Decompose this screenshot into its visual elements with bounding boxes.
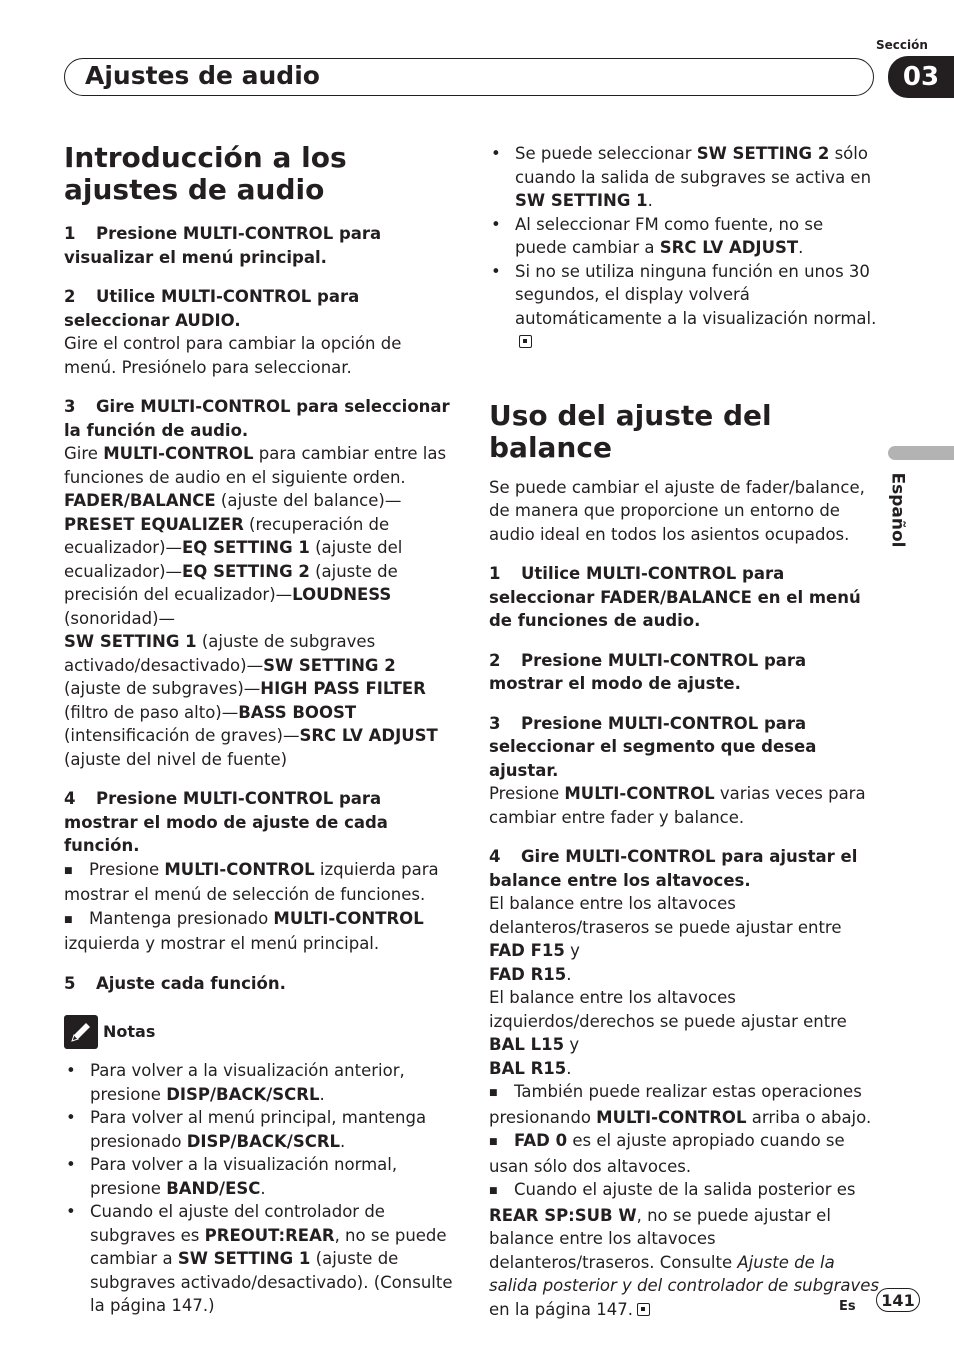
text: (ajuste de subgraves activado/desactivado)— — [64, 632, 376, 675]
language-tab — [888, 446, 954, 460]
step-number: 4 — [489, 847, 501, 866]
text-bold: SW SETTING 2 — [696, 144, 830, 163]
section-number-badge: 03 — [888, 56, 954, 98]
text-bold: PREOUT:REAR — [204, 1225, 335, 1245]
text: para cambiar entre las funciones de audio en el siguiente orden. — [64, 444, 447, 487]
text: Cuando el ajuste del controlador de subgraves es — [90, 1202, 385, 1245]
text: (sonoridad)— — [64, 608, 176, 628]
notes-title: Notas — [103, 1022, 156, 1042]
text-bold: REAR SP:SUB W — [489, 1205, 637, 1225]
step-number: 2 — [489, 650, 501, 670]
text: Presione — [489, 784, 565, 803]
square-bullet-item — [489, 1178, 879, 1321]
text: . — [647, 191, 653, 210]
step-4-body-2 — [489, 986, 879, 1080]
step-3 — [489, 712, 879, 783]
text: Mantenga presionado — [89, 908, 274, 928]
header-title: Ajustes de audio — [85, 61, 320, 90]
text: , no se puede cambiar a — [90, 1225, 447, 1268]
text-bold: EQ SETTING 1 — [182, 538, 310, 557]
text: (recuperación de ecualizador)— — [64, 514, 390, 557]
text: . — [566, 1058, 572, 1078]
text: es el ajuste apropiado cuando se usan sólo dos altavoces. — [489, 1131, 845, 1176]
text-bold: PRESET EQUALIZER — [64, 514, 244, 534]
step-number: 3 — [489, 713, 501, 733]
step-3 — [64, 395, 454, 442]
text-bold: FAD R15 — [489, 964, 567, 984]
text: (ajuste del nivel de fuente) — [64, 749, 288, 769]
text: (ajuste del balance)— — [215, 491, 402, 510]
step-3-body — [489, 782, 879, 829]
text-bold: SW SETTING 1 — [64, 632, 197, 651]
step-text: Presione MULTI-CONTROL para mostrar el modo de ajuste. — [489, 650, 807, 693]
text: , no se puede ajustar el balance entre los altavoces delanteros/traseros. Consulte — [489, 1205, 831, 1272]
text: izquierda y mostrar el menú principal. — [64, 934, 380, 953]
text: Para volver a la visualización anterior, presione — [90, 1061, 405, 1104]
text: y — [564, 941, 580, 960]
step-1 — [489, 562, 879, 633]
text-bold: LOUDNESS — [292, 585, 392, 604]
text-bold: MULTI-CONTROL — [596, 1107, 747, 1127]
left-column — [64, 142, 454, 1318]
right-column — [489, 142, 879, 1321]
square-bullet-item — [489, 1080, 879, 1129]
text: sólo cuando la salida de subgraves se activa en — [515, 144, 872, 187]
text: El balance entre los altavoces delanteros/traseros se puede ajustar entre — [489, 894, 842, 937]
text: . — [798, 238, 804, 257]
step-5 — [64, 972, 454, 996]
page-number: 141 — [876, 1288, 920, 1312]
text: (ajuste de subgraves activado/desactivado). (Consulte la página 147.) — [90, 1249, 453, 1315]
text: Para volver a la visualización normal, presione — [90, 1155, 398, 1198]
step-number: 5 — [64, 973, 76, 993]
step-2 — [64, 285, 454, 332]
note-item — [489, 213, 879, 260]
step-4-items — [489, 1080, 879, 1321]
text: Presione — [89, 859, 165, 879]
step-text: Gire MULTI-CONTROL para seleccionar la función de audio. — [64, 397, 450, 440]
step-number: 1 — [64, 224, 76, 243]
square-bullet-item — [64, 907, 454, 956]
section-heading-intro: Introducción a los ajustes de audio — [64, 141, 347, 206]
text-bold: BAL R15 — [489, 1058, 567, 1078]
text: izquierda para mostrar el menú de selección de funciones. — [64, 859, 439, 904]
note-item — [64, 1106, 454, 1153]
end-mark-icon — [519, 335, 532, 348]
step-number: 1 — [489, 564, 501, 583]
step-text: Presione MULTI-CONTROL para visualizar el menú principal. — [64, 224, 382, 267]
text: (ajuste de precisión del ecualizador)— — [64, 561, 398, 604]
text: . — [566, 964, 572, 984]
text: en la página 147. — [489, 1299, 633, 1319]
step-4-body-1 — [489, 892, 879, 986]
text-bold: FAD 0 — [514, 1131, 568, 1150]
step-text: Ajuste cada función. — [96, 973, 286, 993]
note-item — [489, 142, 879, 213]
text: También puede realizar estas operaciones presionando — [489, 1082, 862, 1127]
balance-intro: Se puede cambiar el ajuste de fader/balance, de manera que proporcione un entorno de audio ideal en todos los asientos ocupados. — [489, 477, 865, 544]
text-bold: FADER/BALANCE — [64, 491, 216, 510]
step-4 — [489, 845, 879, 892]
header-bar — [64, 58, 874, 96]
text-italic: Ajuste de la salida posterior y del controlador de subgraves — [489, 1252, 879, 1295]
text: Si no se utiliza ninguna función en unos 30 segundos, el display volverá automáticamente a la visualización normal. — [515, 261, 877, 328]
text-bold: BAL L15 — [489, 1035, 565, 1054]
note-item — [64, 1153, 454, 1200]
text-bold: SW SETTING 1 — [177, 1249, 311, 1268]
text-bold: DISP/BACK/SCRL — [166, 1084, 320, 1104]
step-text: Utilice MULTI-CONTROL para seleccionar AUDIO. — [64, 287, 360, 330]
text-bold: EQ SETTING 2 — [182, 561, 310, 581]
text-bold: DISP/BACK/SCRL — [186, 1131, 341, 1151]
text-bold: HIGH PASS FILTER — [260, 679, 426, 698]
text: (ajuste de subgraves)— — [64, 679, 261, 698]
step-text: Presione MULTI-CONTROL para seleccionar el segmento que desea ajustar. — [489, 713, 817, 780]
section-heading-balance: Uso del ajuste del balance — [489, 398, 772, 464]
text: varias veces para cambiar entre fader y balance. — [489, 784, 866, 827]
note-item — [489, 260, 879, 354]
text: . — [319, 1084, 325, 1104]
step-number: 4 — [64, 789, 76, 808]
footer-language: Es — [839, 1299, 856, 1314]
text: Cuando el ajuste de la salida posterior es — [514, 1180, 856, 1199]
step-1 — [64, 222, 454, 269]
text: (filtro de paso alto)— — [64, 702, 239, 722]
text-bold: MULTI-CONTROL — [564, 784, 715, 803]
step-4 — [64, 787, 454, 858]
end-mark-icon — [637, 1303, 650, 1316]
note-item — [64, 1200, 454, 1318]
text: (intensificación de graves)— — [64, 726, 300, 745]
step-4-items — [64, 858, 454, 956]
step-number: 2 — [64, 287, 76, 306]
text-bold: MULTI-CONTROL — [164, 859, 315, 879]
text-bold: MULTI-CONTROL — [273, 908, 424, 928]
text: y — [564, 1035, 580, 1054]
text-bold: BAND/ESC — [166, 1178, 261, 1198]
text: arriba o abajo. — [746, 1107, 872, 1127]
step-text: Utilice MULTI-CONTROL para seleccionar FADER/BALANCE en el menú de funciones de audio. — [489, 564, 861, 630]
text-bold: MULTI-CONTROL — [103, 444, 254, 463]
text: Se puede seleccionar — [515, 144, 697, 163]
step-number: 3 — [64, 397, 76, 416]
pencil-note-icon — [64, 1015, 98, 1049]
language-label: Español — [887, 472, 908, 548]
text: Gire — [64, 444, 104, 463]
square-bullet-item — [489, 1129, 879, 1178]
step-text: Presione MULTI-CONTROL para mostrar el modo de ajuste de cada función. — [64, 789, 388, 855]
text-bold: SW SETTING 1 — [515, 191, 648, 210]
text: . — [340, 1131, 346, 1151]
step-2 — [489, 649, 879, 696]
seccion-label: Sección — [876, 38, 928, 52]
notes-list — [64, 1059, 454, 1318]
text-bold: SW SETTING 2 — [263, 655, 396, 675]
note-item — [64, 1059, 454, 1106]
text: . — [260, 1178, 266, 1198]
square-bullet-item — [64, 858, 454, 907]
text-bold: SRC LV ADJUST — [659, 238, 799, 257]
text: Al seleccionar FM como fuente, no se puede cambiar a — [515, 214, 824, 257]
text-bold: BASS BOOST — [238, 702, 357, 722]
continued-notes-list — [489, 142, 879, 354]
text: Para volver al menú principal, mantenga presionado — [90, 1108, 427, 1151]
notes-header — [64, 1015, 454, 1049]
step-2-body: Gire el control para cambiar la opción de menú. Presiónelo para seleccionar. — [64, 334, 402, 377]
text-bold: FAD F15 — [489, 941, 565, 960]
step-3-body — [64, 442, 454, 771]
text: El balance entre los altavoces izquierdos/derechos se puede ajustar entre — [489, 988, 847, 1031]
step-text: Gire MULTI-CONTROL para ajustar el balance entre los altavoces. — [489, 847, 858, 890]
text: (ajuste del ecualizador)— — [64, 538, 403, 581]
text-bold: SRC LV ADJUST — [299, 726, 438, 745]
